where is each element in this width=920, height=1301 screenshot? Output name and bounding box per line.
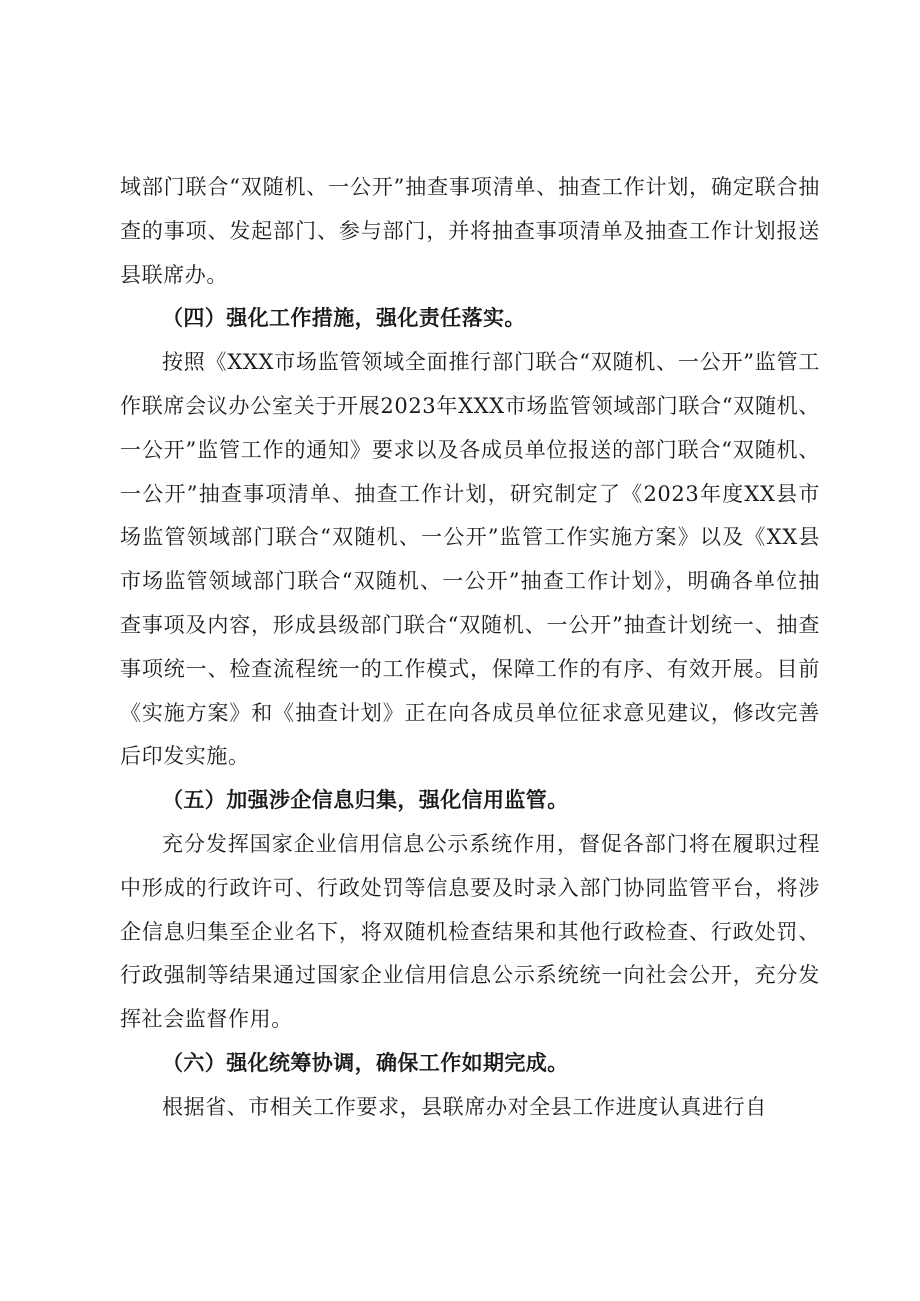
paragraph-continuation: 域部门联合“双随机、一公开”抽查事项清单、抽查工作计划，确定联合抽查的事项、发起部门、参与部门，并将抽查事项清单及抽查工作计划报送县联席办。 (120, 175, 820, 287)
section-heading-6: （六）强化统筹协调，确保工作如期完成。 (162, 1050, 569, 1075)
paragraph-credit-supervision: 充分发挥国家企业信用信息公示系统作用，督促各部门将在履职过程中形成的行政许可、行政处罚等信息要及时录入部门协同监管平台，将涉企信息归集至企业名下，将双随机检查结果和其他行政检查、行政处罚、行政强制等结果通过国家企业信用信息公示系统统一向社会公开，充分发挥社会监督作用。 (120, 831, 820, 1032)
section-heading-5: （五）加强涉企信息归集，强化信用监管。 (162, 788, 569, 813)
paragraph-measures: 按照《XXX市场监管领域全面推行部门联合“双随机、一公开”监管工作联席会议办公室关于开展2023年XXX市场监管领域部门联合“双随机、一公开”监管工作的通知》要求以及各成员单位报送的部门联合“双随机、一公开”抽查事项清单、抽查工作计划，研究制定了《2023年度XX县市场监管领域部门联合“双随机、一公开”监管工作实施方案》以及《XX县市场监管领域部门联合“双随机、一公开”抽查工作计划》，明确各单位抽查事项及内容，形成县级部门联合“双随机、一公开”抽查计划统一、抽查事项统一、检查流程统一的工作模式，保障工作的有序、有效开展。目前《实施方案》和《抽查计划》正在向各成员单位征求意见建议，修改完善后印发实施。 (120, 350, 820, 769)
section-heading-4: （四）强化工作措施，强化责任落实。 (162, 306, 526, 331)
document-body (120, 166, 820, 1130)
paragraph-coordination: 根据省、市相关工作要求，县联席办对全县工作进度认真进行自 (162, 1094, 767, 1119)
